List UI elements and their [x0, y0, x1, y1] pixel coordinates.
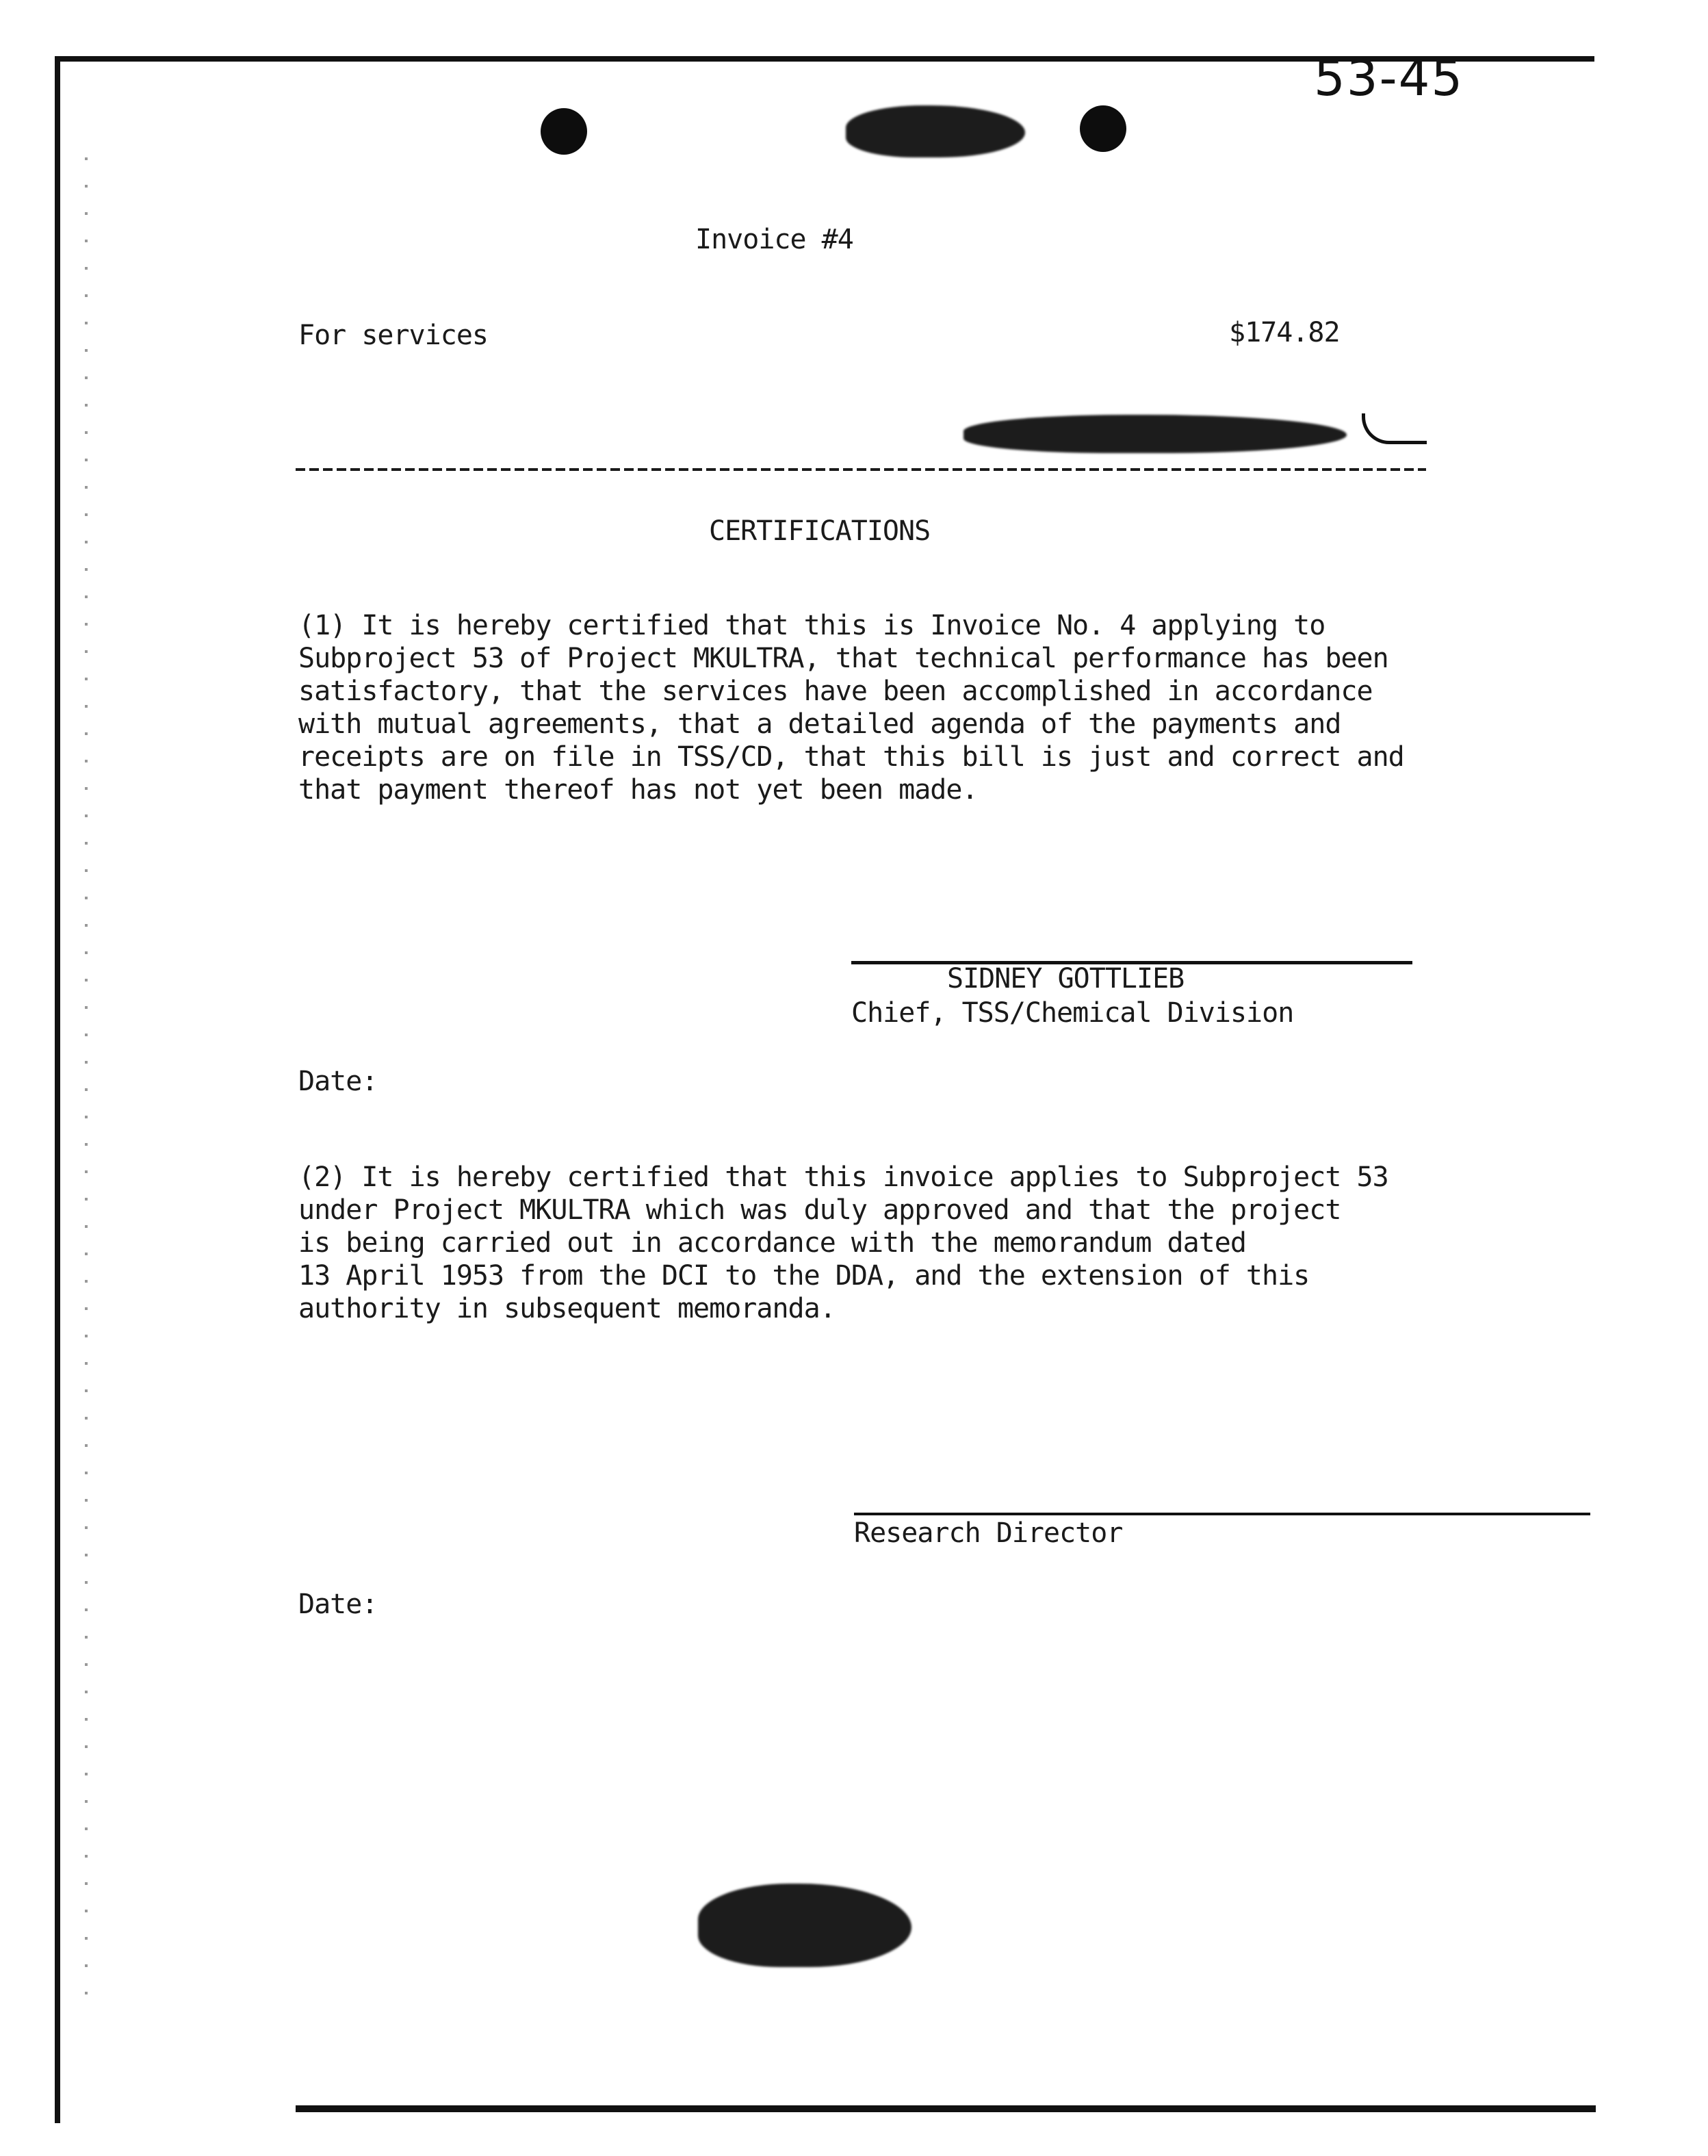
punch-hole-left — [541, 108, 587, 155]
page-border-bottom — [296, 2105, 1596, 2112]
page-number-handwritten: 53-45 — [1314, 49, 1464, 107]
certifications-heading: CERTIFICATIONS — [709, 515, 931, 547]
paragraph-1-line: that payment thereof has not yet been made. — [298, 774, 978, 806]
certification-paragraph-1 — [298, 609, 1404, 806]
paragraph-2-line: authority in subsequent memoranda. — [298, 1293, 836, 1324]
paragraph-1-line: with mutual agreements, that a detailed agenda of the payments and — [298, 708, 1341, 740]
margin-speckle — [85, 157, 88, 2005]
signer-1-title: Chief, TSS/Chemical Division — [851, 997, 1294, 1029]
paragraph-1-line: Subproject 53 of Project MKULTRA, that technical performance has been — [298, 643, 1388, 674]
signer-1-name: SIDNEY GOTTLIEB — [947, 963, 1185, 994]
redaction-top — [846, 105, 1025, 157]
page-border-left — [55, 56, 60, 2123]
invoice-title: Invoice #4 — [695, 224, 853, 255]
date-label-2: Date: — [298, 1589, 378, 1620]
handwritten-check-mark — [1362, 413, 1427, 444]
signer-2-title: Research Director — [854, 1517, 1123, 1549]
paragraph-2-line: 13 April 1953 from the DCI to the DDA, and the extension of this — [298, 1260, 1310, 1292]
dashed-separator — [296, 468, 1426, 471]
paragraph-1-line: satisfactory, that the services have been accomplished in accordance — [298, 676, 1373, 707]
redaction-middle — [963, 415, 1347, 453]
signature-line-2 — [854, 1513, 1590, 1515]
date-label-1: Date: — [298, 1066, 378, 1097]
redaction-bottom — [698, 1884, 911, 1967]
paragraph-2-line: (2) It is hereby certified that this invoice applies to Subproject 53 — [298, 1162, 1388, 1193]
paragraph-1-line: (1) It is hereby certified that this is Invoice No. 4 applying to — [298, 610, 1325, 641]
line-item-amount: $174.82 — [1229, 317, 1340, 348]
paragraph-1-line: receipts are on file in TSS/CD, that this bill is just and correct and — [298, 741, 1404, 773]
punch-hole-right — [1080, 105, 1126, 152]
paragraph-2-line: under Project MKULTRA which was duly approved and that the project — [298, 1194, 1341, 1226]
line-item-label: For services — [298, 320, 488, 351]
paragraph-2-line: is being carried out in accordance with the memorandum dated — [298, 1227, 1246, 1259]
certification-paragraph-2 — [298, 1161, 1388, 1325]
